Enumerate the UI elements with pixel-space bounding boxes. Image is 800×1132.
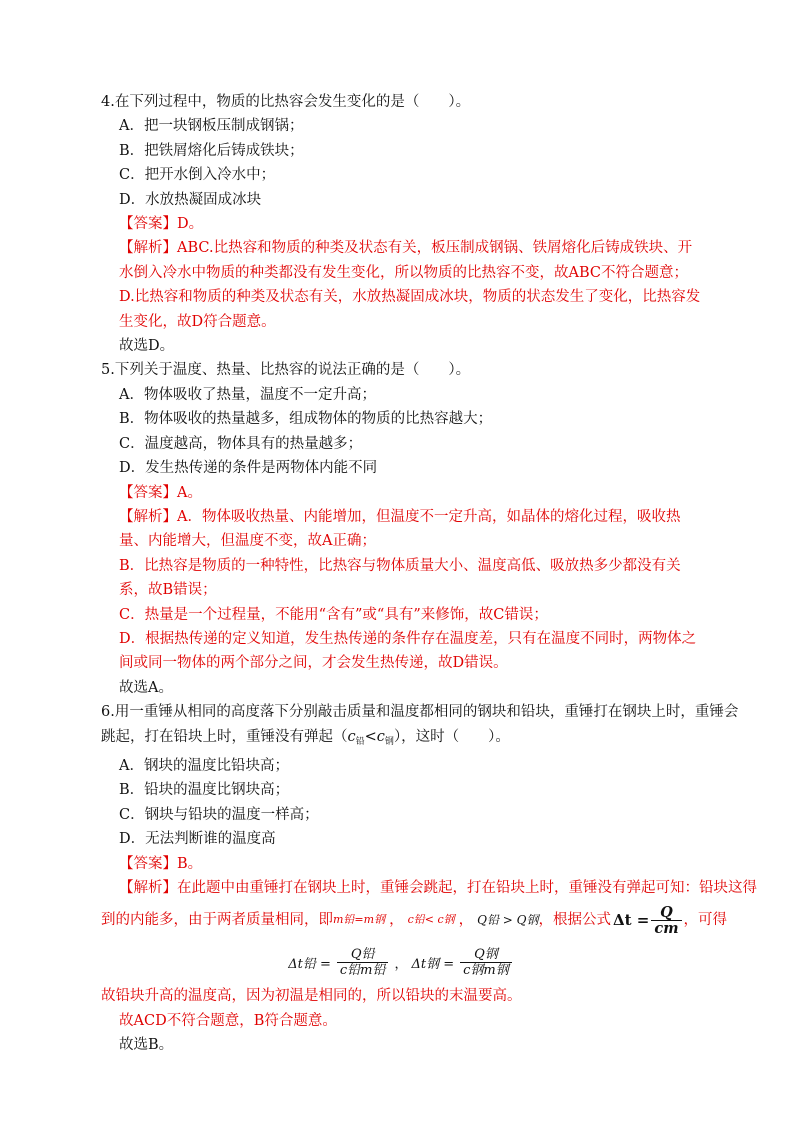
q6-f1-lhs: Δt铅 = — [288, 956, 331, 972]
q6-analysis-2-pre: 到的内能多，由于两者质量相同，即 — [101, 912, 333, 929]
q4-analysis-1-text: 【解析】ABC.比热容和物质的种类及状态有关，板压制成钢锅、铁屑熔化后铸成铁块、开水倒入冷水中物质的种类都没有发生变化，所以物质的比热容不变，故ABC不符合题意； — [119, 240, 693, 281]
q4-analysis-2 — [101, 285, 701, 334]
q5-analysis-b: B．比热容是物质的一种特性，比热容与物体质量大小、温度高低、吸放热多少都没有关系，故B错误； — [119, 557, 681, 599]
q5-option-b: B．物体吸收的热量越多，组成物体的物质的比热容越大； — [119, 411, 493, 428]
q6-f1-den: c铅m铅 — [339, 962, 386, 978]
q5-conclusion: 故选A。 — [119, 679, 173, 696]
q5-stem: 5.下列关于温度、热量、比热容的说法正确的是（ ）。 — [101, 362, 471, 379]
q6-analysis-2-mid: ，根据公式 — [538, 912, 611, 929]
q6-option-d: D．无法判断谁的温度高 — [119, 831, 276, 848]
document-content — [101, 90, 757, 1058]
q5-option-c: C．温度越高，物体具有的热量越多； — [119, 435, 363, 452]
q6-lt: < — [364, 728, 377, 745]
q6-stem-2 — [101, 725, 701, 754]
q6-after-2: 故ACD不符合题意，B符合题意。 — [119, 1012, 337, 1029]
q6-f1-num: Q铅 — [337, 947, 389, 963]
q6-c-steel: c — [376, 728, 385, 745]
q5-analysis-d: D．根据热传递的定义知道，发生热传递的条件存在温度差，只有在温度不同时，两物体之间或同一物体的两个部分之间，才会发生热传递，故D错误。 — [119, 630, 697, 672]
q6-f2-den: c钢m钢 — [463, 962, 509, 978]
q6-conclusion: 故选B。 — [119, 1037, 174, 1054]
q6-formula-num: Q — [651, 905, 681, 921]
q6-option-b: B．铅块的温度比钢块高； — [119, 782, 290, 799]
q5-option-a: A．物体吸收了热量，温度不一定升高； — [119, 386, 376, 403]
q6-c-steel-sub: 钢 — [384, 736, 394, 747]
q6-answer: 【答案】B。 — [119, 855, 203, 872]
q6-c-lead-sub: 铅 — [355, 736, 365, 747]
q6-stem-1: 6.用一重锤从相同的高度落下分别敲击质量和温度都相同的钢块和铅块，重锤打在钢块上时，重锤会 — [101, 704, 739, 721]
q6-q-compare: Q铅 > Q钢 — [477, 913, 539, 928]
q5-analysis-a — [101, 505, 701, 554]
q6-after-1: 故铅块升高的温度高，因为初温是相同的，所以铅块的末温要高。 — [101, 988, 522, 1005]
q4-option-b: B．把铁屑熔化后铸成铁块； — [119, 142, 304, 159]
q4-conclusion: 故选D。 — [119, 338, 175, 355]
q5-answer: 【答案】A。 — [119, 484, 202, 501]
q6-option-c: C．钢块与铅块的温度一样高； — [119, 806, 319, 823]
q6-c-compare: c铅< c钢 — [407, 913, 455, 927]
q4-answer: 【答案】D。 — [119, 216, 204, 233]
q6-derived-formulas — [101, 940, 701, 984]
q6-stem-2-post: ），这时（ ）。 — [393, 728, 510, 745]
q5-analysis-a-text: 【解析】A．物体吸收热量、内能增加，但温度不一定升高，如晶体的熔化过程，吸收热量、内能增大，但温度不变，故A正确； — [119, 508, 681, 550]
q4-option-a: A．把一块钢板压制成钢锅； — [119, 118, 304, 135]
q4-option-d: D．水放热凝固成冰块 — [119, 191, 262, 208]
q4-analysis-2-text: D.比热容和物质的种类及状态有关，水放热凝固成冰块，物质的状态发生了变化，比热容发生变化，故D符合题意。 — [119, 289, 701, 330]
q6-f2-fraction — [460, 947, 512, 978]
q6-c-lead: c — [347, 728, 356, 745]
q4-option-c: C．把开水倒入冷水中； — [119, 167, 276, 184]
q6-f2-num: Q钢 — [460, 947, 512, 963]
q6-f2-lhs: Δt钢 = — [411, 956, 455, 972]
q5-analysis-c: C．热量是一个过程量，不能用“含有”或“具有”来修饰，故C错误； — [119, 606, 548, 623]
q6-f-separator: ， — [394, 956, 408, 972]
q6-option-a: A．钢块的温度比铅块高； — [119, 757, 289, 774]
q4-analysis-1 — [101, 236, 701, 285]
q6-analysis-2: 到的内能多，由于两者质量相同，即 m铅=m钢 ， c铅< c钢 ， Q铅 > Q钢 ，根据公式 Δt = $\frac{Q}{cm}$ ，可得 — [101, 903, 728, 937]
q6-mass-equal: m铅=m钢 — [333, 913, 386, 927]
q6-formula-den: cm — [654, 919, 679, 937]
q6-analysis-1: 【解析】在此题中由重锤打在钢块上时，重锤会跳起，打在铅块上时，重锤没有弹起可知：铅块这得 — [119, 880, 757, 896]
q6-formula-lhs: Δt = — [613, 911, 650, 930]
q4-stem: 4.在下列过程中，物质的比热容会发生变化的是（ ）。 — [101, 94, 471, 110]
q6-analysis-2-post: ，可得 — [683, 912, 728, 929]
q6-f1-fraction — [337, 947, 389, 978]
q6-formula-fraction — [651, 905, 681, 936]
q6-stem-2-pre: 跳起，打在铅块上时，重锤没有弹起（ — [101, 728, 348, 745]
q5-option-d: D．发生热传递的条件是两物体内能不同 — [119, 460, 378, 477]
